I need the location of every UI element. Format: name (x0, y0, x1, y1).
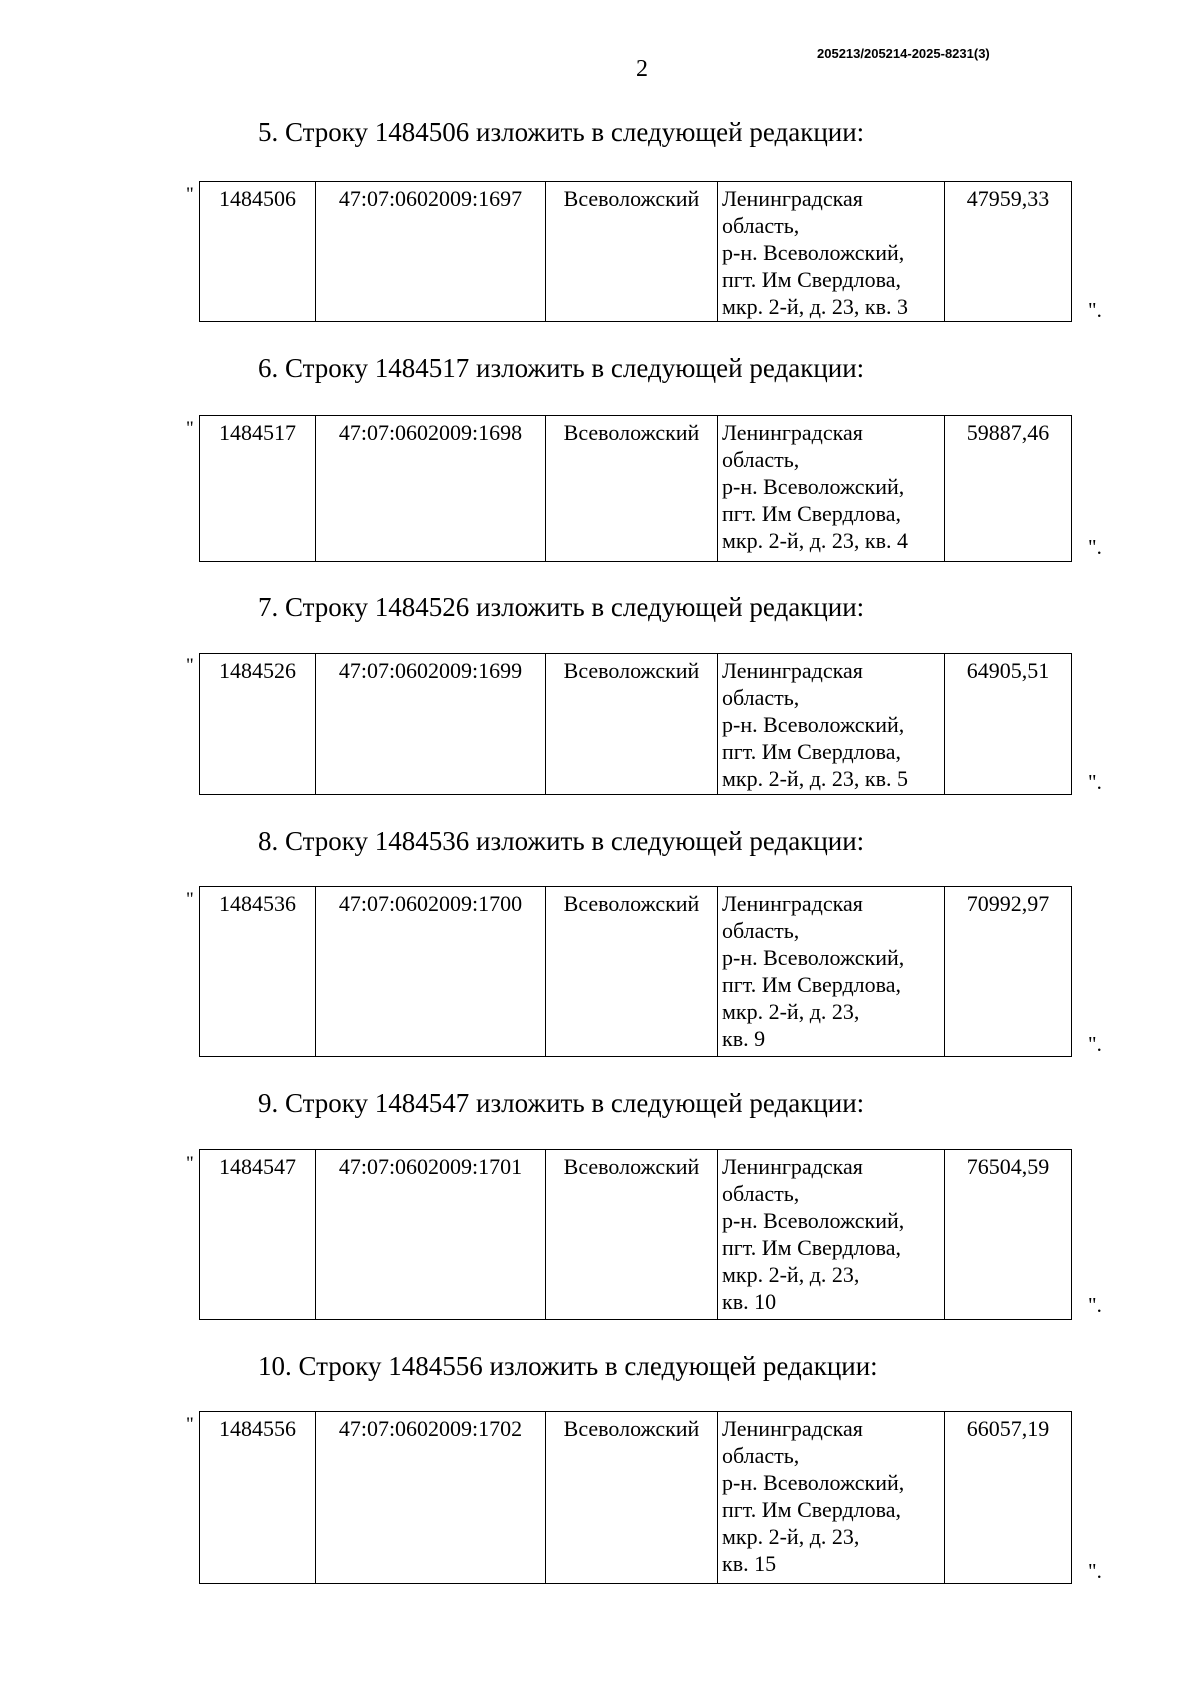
address-line: Ленинградская (722, 658, 863, 683)
amendment-table (199, 1149, 1072, 1320)
address-line: пгт. Им Свердлова, (722, 267, 902, 292)
row-number-cell: 1484526 (200, 654, 316, 795)
district-cell: Всеволожский (546, 416, 718, 562)
amendment-table (199, 653, 1072, 795)
address-line: пгт. Им Свердлова, (722, 972, 902, 997)
open-quote: " (186, 655, 194, 676)
address-line: Ленинградская (722, 1416, 863, 1441)
address-line: кв. 9 (722, 1026, 766, 1051)
close-quote: ". (1088, 1559, 1102, 1583)
amendment-instruction: 6. Строку 1484517 изложить в следующей редакции: (258, 353, 865, 383)
open-quote: " (186, 184, 194, 205)
address-cell (718, 416, 945, 562)
address-line: область, (722, 1181, 800, 1206)
address-line: пгт. Им Свердлова, (722, 501, 902, 526)
table-row (200, 416, 1072, 562)
address-line: мкр. 2-й, д. 23, кв. 4 (722, 528, 908, 553)
address-line: Ленинградская (722, 186, 863, 211)
address-line: р-н. Всеволожский, (722, 945, 905, 970)
table-row (200, 1412, 1072, 1584)
amendment-instruction: 9. Строку 1484547 изложить в следующей редакции: (258, 1088, 865, 1118)
table-row (200, 654, 1072, 795)
open-quote: " (186, 418, 194, 439)
close-quote: ". (1088, 1293, 1102, 1317)
address-line: р-н. Всеволожский, (722, 240, 905, 265)
cadastral-number-cell: 47:07:0602009:1700 (316, 887, 546, 1057)
close-quote: ". (1088, 1032, 1102, 1056)
close-quote: ". (1088, 298, 1102, 322)
address-line: кв. 10 (722, 1289, 777, 1314)
table-row (200, 182, 1072, 322)
cadastral-number-cell: 47:07:0602009:1702 (316, 1412, 546, 1584)
address-line: р-н. Всеволожский, (722, 712, 905, 737)
address-line: пгт. Им Свердлова, (722, 739, 902, 764)
amendment-table (199, 1411, 1072, 1584)
close-quote: ". (1088, 535, 1102, 559)
value-cell: 76504,59 (945, 1150, 1072, 1320)
district-cell: Всеволожский (546, 654, 718, 795)
address-line: мкр. 2-й, д. 23, (722, 1524, 860, 1549)
row-number-cell: 1484547 (200, 1150, 316, 1320)
address-line: пгт. Им Свердлова, (722, 1497, 902, 1522)
address-line: мкр. 2-й, д. 23, (722, 999, 860, 1024)
value-cell: 47959,33 (945, 182, 1072, 322)
open-quote: " (186, 1414, 194, 1435)
address-line: область, (722, 685, 800, 710)
cadastral-number-cell: 47:07:0602009:1699 (316, 654, 546, 795)
address-line: р-н. Всеволожский, (722, 1470, 905, 1495)
value-cell: 66057,19 (945, 1412, 1072, 1584)
table-row (200, 887, 1072, 1057)
address-line: Ленинградская (722, 420, 863, 445)
row-number-cell: 1484556 (200, 1412, 316, 1584)
address-cell (718, 1412, 945, 1584)
address-line: мкр. 2-й, д. 23, кв. 3 (722, 294, 908, 319)
address-line: мкр. 2-й, д. 23, кв. 5 (722, 766, 908, 791)
district-cell: Всеволожский (546, 1150, 718, 1320)
address-line: р-н. Всеволожский, (722, 1208, 905, 1233)
address-line: мкр. 2-й, д. 23, (722, 1262, 860, 1287)
address-line: кв. 15 (722, 1551, 777, 1576)
address-line: р-н. Всеволожский, (722, 474, 905, 499)
district-cell: Всеволожский (546, 887, 718, 1057)
value-cell: 59887,46 (945, 416, 1072, 562)
address-line: Ленинградская (722, 1154, 863, 1179)
document-id: 205213/205214-2025-8231(3) (817, 46, 990, 61)
open-quote: " (186, 889, 194, 910)
amendment-table (199, 181, 1072, 322)
amendment-instruction: 5. Строку 1484506 изложить в следующей редакции: (258, 117, 865, 147)
amendment-instruction: 8. Строку 1484536 изложить в следующей редакции: (258, 826, 865, 856)
address-line: Ленинградская (722, 891, 863, 916)
district-cell: Всеволожский (546, 182, 718, 322)
address-cell (718, 654, 945, 795)
address-line: область, (722, 918, 800, 943)
amendment-instruction: 7. Строку 1484526 изложить в следующей редакции: (258, 592, 865, 622)
cadastral-number-cell: 47:07:0602009:1698 (316, 416, 546, 562)
row-number-cell: 1484506 (200, 182, 316, 322)
row-number-cell: 1484517 (200, 416, 316, 562)
table-row (200, 1150, 1072, 1320)
amendment-instruction: 10. Строку 1484556 изложить в следующей редакции: (258, 1351, 878, 1381)
cadastral-number-cell: 47:07:0602009:1697 (316, 182, 546, 322)
address-cell (718, 1150, 945, 1320)
open-quote: " (186, 1153, 194, 1174)
row-number-cell: 1484536 (200, 887, 316, 1057)
close-quote: ". (1088, 770, 1102, 794)
address-line: область, (722, 1443, 800, 1468)
address-line: пгт. Им Свердлова, (722, 1235, 902, 1260)
address-line: область, (722, 447, 800, 472)
district-cell: Всеволожский (546, 1412, 718, 1584)
cadastral-number-cell: 47:07:0602009:1701 (316, 1150, 546, 1320)
value-cell: 70992,97 (945, 887, 1072, 1057)
address-cell (718, 182, 945, 322)
amendment-table (199, 886, 1072, 1057)
page-number: 2 (636, 56, 648, 82)
value-cell: 64905,51 (945, 654, 1072, 795)
amendment-table (199, 415, 1072, 562)
address-cell (718, 887, 945, 1057)
address-line: область, (722, 213, 800, 238)
